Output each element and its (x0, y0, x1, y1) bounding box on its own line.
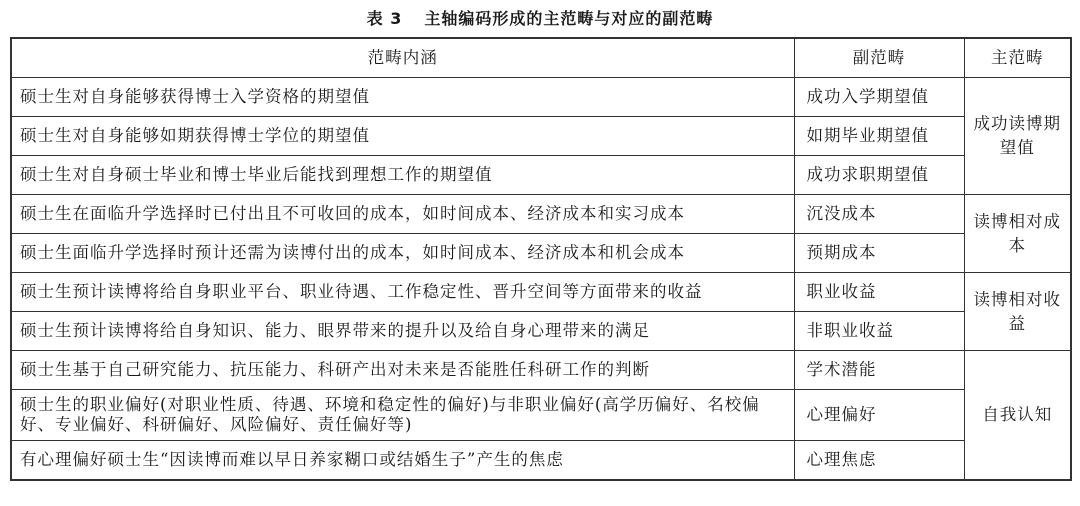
sub-category-cell: 心理偏好 (794, 390, 964, 441)
table-number: 表 3 (366, 9, 403, 28)
sub-category-cell: 职业收益 (794, 273, 964, 312)
table-row (11, 78, 1071, 117)
content-cell: 硕士生预计读博将给自身职业平台、职业待遇、工作稳定性、晋升空间等方面带来的收益 (11, 273, 794, 312)
sub-category-cell: 心理焦虑 (794, 441, 964, 481)
table-title: 主轴编码形成的主范畴与对应的副范畴 (424, 9, 714, 28)
header-sub-category: 副范畴 (794, 38, 964, 78)
header-row (11, 38, 1071, 78)
content-cell: 硕士生预计读博将给自身知识、能力、眼界带来的提升以及给自身心理带来的满足 (11, 312, 794, 351)
content-cell: 硕士生的职业偏好(对职业性质、待遇、环境和稳定性的偏好)与非职业偏好(高学历偏好、名校偏好、专业偏好、科研偏好、风险偏好、责任偏好等) (11, 390, 794, 441)
sub-category-cell: 如期毕业期望值 (794, 117, 964, 156)
sub-category-cell: 沉没成本 (794, 195, 964, 234)
table-row (11, 117, 1071, 156)
content-cell: 硕士生基于自己研究能力、抗压能力、科研产出对未来是否能胜任科研工作的判断 (11, 351, 794, 390)
content-cell: 硕士生对自身硕士毕业和博士毕业后能找到理想工作的期望值 (11, 156, 794, 195)
table-row (11, 351, 1071, 390)
table-row (11, 156, 1071, 195)
main-category-cell: 自我认知 (964, 351, 1071, 481)
table-row (11, 390, 1071, 441)
main-category-cell: 读博相对成本 (964, 195, 1071, 273)
table-row (11, 234, 1071, 273)
sub-category-cell: 非职业收益 (794, 312, 964, 351)
header-content: 范畴内涵 (11, 38, 794, 78)
sub-category-cell: 预期成本 (794, 234, 964, 273)
table-row (11, 273, 1071, 312)
table-row (11, 441, 1071, 481)
main-category-cell: 成功读博期望值 (964, 78, 1071, 195)
sub-category-cell: 学术潜能 (794, 351, 964, 390)
content-cell: 硕士生面临升学选择时预计还需为读博付出的成本，如时间成本、经济成本和机会成本 (11, 234, 794, 273)
content-cell: 硕士生对自身能够获得博士入学资格的期望值 (11, 78, 794, 117)
table-row (11, 195, 1071, 234)
category-table (10, 37, 1072, 481)
main-category-cell: 读博相对收益 (964, 273, 1071, 351)
sub-category-cell: 成功入学期望值 (794, 78, 964, 117)
content-cell: 有心理偏好硕士生“因读博而难以早日养家糊口或结婚生子”产生的焦虑 (11, 441, 794, 481)
sub-category-cell: 成功求职期望值 (794, 156, 964, 195)
content-cell: 硕士生在面临升学选择时已付出且不可收回的成本，如时间成本、经济成本和实习成本 (11, 195, 794, 234)
table-row (11, 312, 1071, 351)
table-caption (0, 6, 1080, 29)
content-cell: 硕士生对自身能够如期获得博士学位的期望值 (11, 117, 794, 156)
header-main-category: 主范畴 (964, 38, 1071, 78)
